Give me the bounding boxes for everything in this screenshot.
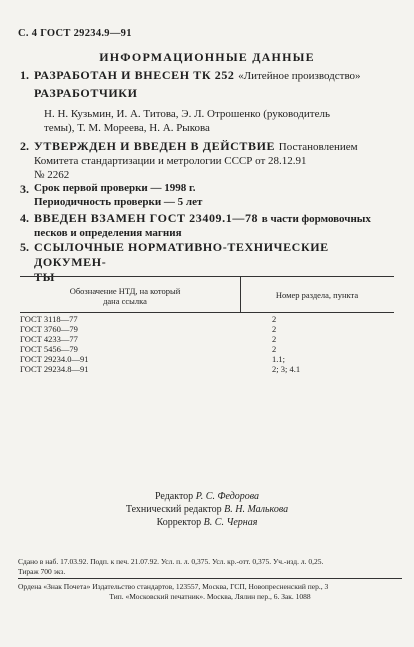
editor-role: Редактор bbox=[154, 491, 194, 502]
proofreader-line bbox=[0, 516, 414, 529]
table-header-document-line1: Обозначение НТД, на который bbox=[69, 286, 181, 296]
section-4-heading bbox=[34, 211, 390, 227]
section-5-heading-line1: ССЫЛОЧНЫЕ НОРМАТИВНО-ТЕХНИЧЕСКИЕ ДОКУМЕН- bbox=[34, 240, 329, 269]
table-row bbox=[20, 354, 394, 364]
section-4-body bbox=[34, 211, 390, 241]
section-3-number: 3. bbox=[20, 182, 29, 196]
tech-editor-line bbox=[0, 503, 414, 516]
table-cell-clause: 1.1; bbox=[272, 354, 285, 364]
table-top-rule bbox=[20, 276, 394, 277]
page-title: ИНФОРМАЦИОННЫЕ ДАННЫЕ bbox=[99, 50, 315, 64]
section-4-heading-text: ВВЕДЕН ВЗАМЕН ГОСТ 23409.1—78 bbox=[34, 211, 259, 225]
table-cell-document: ГОСТ 5456—79 bbox=[20, 344, 78, 354]
section-2-heading bbox=[34, 139, 390, 155]
section-2-text-line1: Постановлением bbox=[278, 141, 358, 153]
table-cell-clause: 2 bbox=[272, 334, 277, 344]
table-row bbox=[20, 344, 394, 354]
section-1-body bbox=[34, 68, 390, 135]
table-header-rule bbox=[20, 312, 394, 313]
table-cell-clause: 2 bbox=[272, 344, 277, 354]
section-1-subheading: РАЗРАБОТЧИКИ bbox=[34, 86, 138, 100]
table-row bbox=[20, 324, 394, 334]
print-details-line1: Сдано в наб. 17.03.92. Подп. к печ. 21.07.92. Усл. п. л. 0,375. Усл. кр.-отт. 0,375. Уч.-изд. л. 0,25. bbox=[18, 557, 324, 566]
section-5-body bbox=[34, 240, 390, 285]
tech-editor-name: В. Н. Малькова bbox=[224, 504, 289, 515]
section-3-body bbox=[34, 182, 390, 209]
section-2-heading-text: УТВЕРЖДЕН И ВВЕДЕН В ДЕЙСТВИЕ bbox=[34, 139, 276, 153]
table-row bbox=[20, 314, 394, 324]
table-header-clause: Номер раздела, пункта bbox=[275, 290, 359, 300]
page-header: С. 4 ГОСТ 29234.9—91 bbox=[18, 28, 132, 39]
proofreader-role: Корректор bbox=[156, 517, 202, 528]
editor-line bbox=[0, 490, 414, 503]
table-cell-document: ГОСТ 29234.0—91 bbox=[20, 354, 89, 364]
section-2-text-line3: № 2262 bbox=[34, 168, 70, 181]
print-details bbox=[18, 557, 402, 576]
section-3-line2: Периодичность проверки — 5 лет bbox=[34, 195, 203, 208]
table-header-document-line2: дана ссылка bbox=[103, 296, 147, 306]
publisher-details-line2: Тип. «Московский печатник». Москва, Лялин пер., 6. Зак. 1088 bbox=[109, 591, 311, 601]
section-1-number: 1. bbox=[20, 68, 29, 82]
publisher-details bbox=[18, 578, 402, 601]
table-header-document bbox=[20, 286, 230, 306]
table-cell-clause: 2 bbox=[272, 324, 277, 334]
table-cell-document: ГОСТ 4233—77 bbox=[20, 334, 78, 344]
table-cell-document: ГОСТ 3760—79 bbox=[20, 324, 78, 334]
table-cell-document: ГОСТ 3118—77 bbox=[20, 314, 78, 324]
section-5-number: 5. bbox=[20, 240, 29, 254]
proofreader-name: В. С. Черная bbox=[203, 517, 258, 528]
table-row bbox=[20, 334, 394, 344]
section-3-line1: Срок первой проверки — 1998 г. bbox=[34, 182, 196, 194]
tech-editor-role: Технический редактор bbox=[125, 504, 222, 515]
section-1-heading bbox=[34, 68, 390, 84]
section-5-heading-line2: ТЫ bbox=[34, 270, 55, 284]
section-4-text-line2: песков и определения магния bbox=[34, 227, 182, 239]
section-4-number: 4. bbox=[20, 211, 29, 225]
table-cell-document: ГОСТ 29234.8—91 bbox=[20, 364, 89, 374]
section-1-heading-tail: «Литейное производство» bbox=[238, 70, 361, 82]
section-4-text-line1: в части формовочных bbox=[261, 213, 371, 225]
section-1-heading-text: РАЗРАБОТАН И ВНЕСЕН ТК 252 bbox=[34, 68, 235, 82]
section-2-text-line2: Комитета стандартизации и метрологии СССР от 28.12.91 bbox=[34, 155, 307, 167]
table-cell-clause: 2; 3; 4.1 bbox=[272, 364, 301, 374]
section-1-authors-line1: Н. Н. Кузьмин, И. А. Титова, Э. Л. Отрошенко (руководитель bbox=[44, 108, 330, 120]
publisher-details-line1: Ордена «Знак Почета» Издательство стандартов, 123557, Москва, ГСП, Новопресненский пер., 3 bbox=[18, 582, 329, 591]
table-cell-clause: 2 bbox=[272, 314, 277, 324]
print-details-line2: Тираж 700 экз. bbox=[18, 566, 66, 576]
section-1-authors-line2: темы), Т. М. Мореева, Н. А. Рыкова bbox=[44, 121, 210, 134]
editor-name: Р. С. Федорова bbox=[195, 491, 260, 502]
table-row bbox=[20, 364, 394, 374]
section-2-number: 2. bbox=[20, 139, 29, 153]
section-2-body bbox=[34, 139, 390, 182]
